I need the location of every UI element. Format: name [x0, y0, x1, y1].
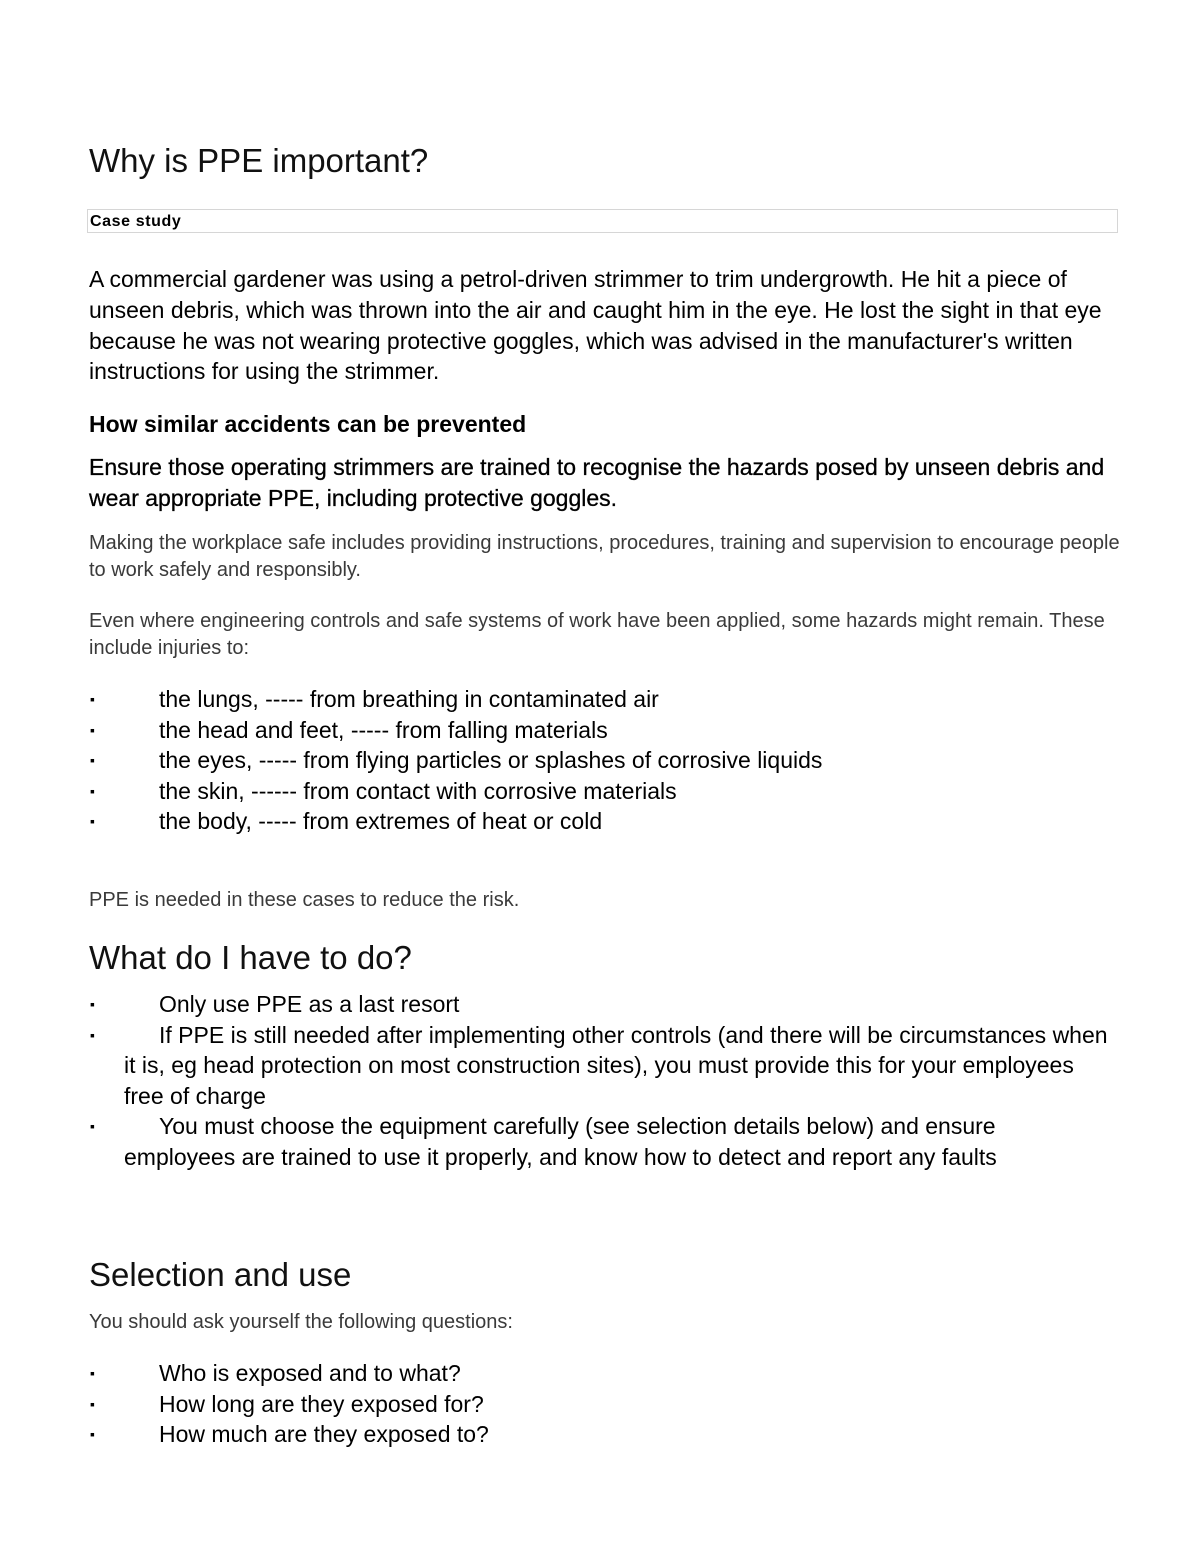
questions-intro: You should ask yourself the following questions:: [89, 1311, 513, 1333]
list-item: ▪ If PPE is still needed after implementing other controls (and there will be circumstances when it is, eg head protection on most construction sites), you must provide this for your employees free of charge: [90, 1021, 1108, 1109]
prevention-text: Ensure those operating strimmers are trained to recognise the hazards posed by unseen debris and wear appropriate PPE, including protective goggles.: [89, 454, 1105, 511]
bullet-icon: ▪: [90, 1395, 95, 1412]
list-item: ▪ You must choose the equipment carefully (see selection details below) and ensure employees are trained to use it properly, and know how to detect and report any faults: [90, 1113, 997, 1170]
bullet-icon: ▪: [90, 721, 95, 738]
list-item: ▪ the lungs, ----- from breathing in contaminated air: [90, 684, 822, 715]
bullet-icon: ▪: [90, 782, 95, 799]
list-item: ▪ the eyes, ----- from flying particles or splashes of corrosive liquids: [90, 745, 822, 776]
hazards-paragraph: Even where engineering controls and safe systems of work have been applied, some hazards might remain. These include injuries to:: [89, 610, 1105, 659]
list-item: ▪ Only use PPE as a last resort: [90, 989, 1110, 1020]
bullet-icon: ▪: [90, 752, 95, 769]
case-study-box: [87, 209, 1118, 233]
injuries-list: [90, 684, 822, 837]
list-item: ▪ the head and feet, ----- from falling materials: [90, 715, 822, 746]
list-item: ▪ How much are they exposed to?: [90, 1419, 489, 1450]
bullet-icon: ▪: [90, 1365, 95, 1381]
list-item: ▪ the body, ----- from extremes of heat or cold: [90, 806, 822, 837]
list-item: ▪ How long are they exposed for?: [90, 1389, 489, 1420]
bullet-icon: ▪: [90, 1118, 95, 1135]
section-heading-selection: Selection and use: [89, 1256, 352, 1293]
list-item: ▪ Who is exposed and to what?: [90, 1358, 489, 1389]
page-title: Why is PPE important?: [89, 142, 429, 179]
risk-paragraph: PPE is needed in these cases to reduce the risk.: [89, 889, 520, 911]
bullet-icon: ▪: [90, 813, 95, 830]
bullet-icon: ▪: [90, 1026, 95, 1043]
workplace-paragraph: Making the workplace safe includes providing instructions, procedures, training and supervision to encourage people to work safely and responsibly.: [89, 532, 1120, 581]
case-study-label: Case study: [90, 213, 182, 230]
bullet-icon: ▪: [90, 996, 95, 1012]
questions-list: [90, 1358, 489, 1450]
prevention-heading: How similar accidents can be prevented: [89, 411, 527, 437]
todo-list: [90, 989, 1110, 1173]
bullet-icon: ▪: [90, 691, 95, 707]
bullet-icon: ▪: [90, 1426, 95, 1443]
case-study-text: A commercial gardener was using a petrol-driven strimmer to trim undergrowth. He hit a piece of unseen debris, which was thrown into the air and caught him in the eye. He lost the sight in that eye because he was not wearing protective goggles, which was advised in the manufacturer's written instructions for using the strimmer.: [89, 266, 1102, 385]
list-item: ▪ the skin, ------ from contact with corrosive materials: [90, 776, 822, 807]
section-heading-what-to-do: What do I have to do?: [89, 939, 412, 976]
